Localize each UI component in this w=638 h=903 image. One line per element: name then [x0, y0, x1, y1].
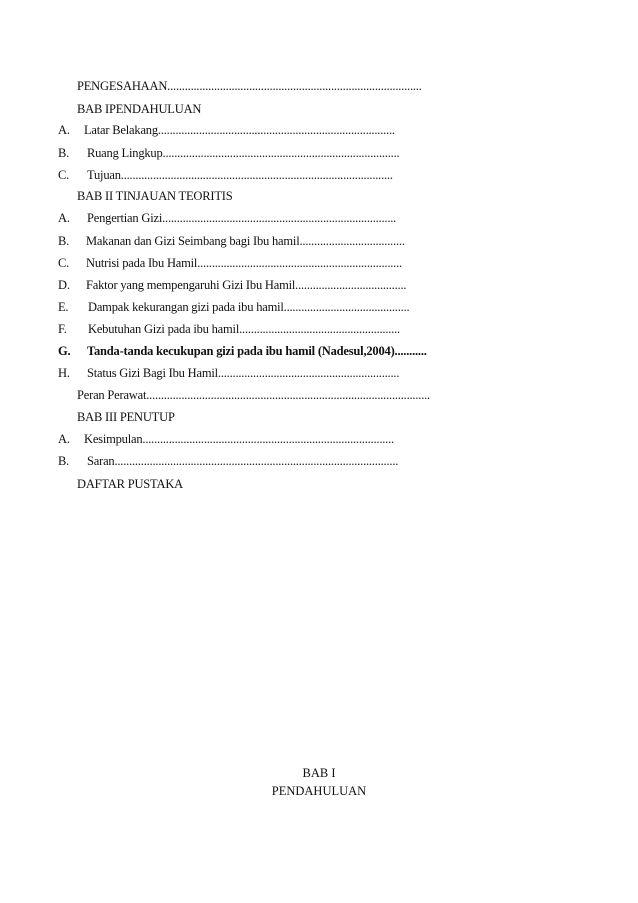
toc-marker: C. [58, 256, 70, 270]
toc-marker: A. [58, 123, 70, 137]
toc-marker: G. [58, 344, 71, 358]
toc-marker: H. [58, 366, 70, 380]
toc-item: Saran................................................................................................. [87, 454, 399, 468]
toc-item: Tanda-tanda kecukupan gizi pada ibu hamil (Nadesul,2004)........... [87, 344, 427, 358]
toc-marker: D. [58, 278, 70, 292]
toc-bab1-title: BAB IPENDAHULUAN [77, 102, 202, 116]
toc-bab3-title: BAB III PENUTUP [77, 410, 175, 424]
toc-item: Kesimpulan...................................................................................... [84, 432, 394, 446]
chapter-title: PENDAHULUAN [271, 784, 367, 798]
toc-daftar-pustaka: DAFTAR PUSTAKA [77, 477, 183, 491]
toc-pengesahaan: PENGESAHAAN....................................................................................... [77, 79, 422, 93]
toc-item: Ruang Lingkup................................................................................. [87, 146, 400, 160]
toc-marker: E. [58, 300, 69, 314]
toc-item: Nutrisi pada Ibu Hamil...................................................................... [86, 256, 402, 270]
toc-marker: F. [58, 322, 67, 336]
toc-item: Status Gizi Bagi Ibu Hamil.............................................................. [87, 366, 400, 380]
toc-item: Tujuan............................................................................................. [87, 168, 393, 182]
chapter-heading [0, 765, 638, 799]
chapter-number: BAB I [302, 766, 336, 780]
toc-marker: C. [58, 168, 70, 182]
toc-marker: B. [58, 146, 70, 160]
toc-marker: A. [58, 211, 70, 225]
toc-item: Makanan dan Gizi Seimbang bagi Ibu hamil.................................... [86, 234, 405, 248]
toc-peran-perawat: Peran Perawat................................................................................................. [77, 388, 430, 402]
toc-item: Pengertian Gizi................................................................................ [87, 211, 397, 225]
toc-bab2-title: BAB II TINJAUAN TEORITIS [77, 189, 233, 203]
toc-item: Faktor yang mempengaruhi Gizi Ibu Hamil...................................... [86, 278, 407, 292]
toc-marker: B. [58, 454, 70, 468]
toc-marker: B. [58, 234, 70, 248]
toc-item: Latar Belakang................................................................................. [84, 123, 395, 137]
toc-item: Kebutuhan Gizi pada ibu hamil....................................................... [88, 322, 400, 336]
toc-marker: A. [58, 432, 70, 446]
toc-item: Dampak kekurangan gizi pada ibu hamil........................................... [88, 300, 410, 314]
